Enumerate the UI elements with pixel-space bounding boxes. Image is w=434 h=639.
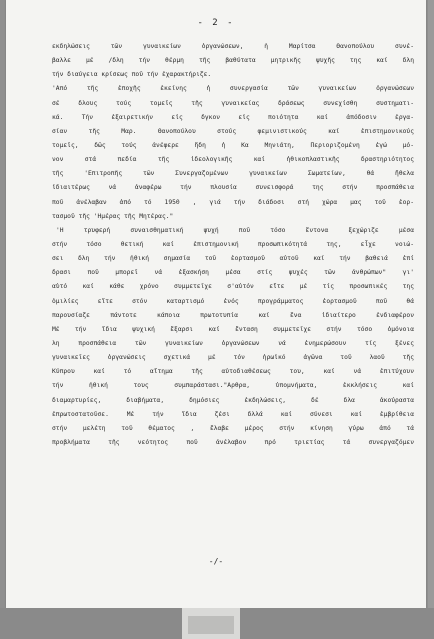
- text-line: διαμαρτυρίες, διαβήματα, δημόσιες ἐκδηλώσεις, δέ δλα ἀκούραστα: [52, 396, 414, 404]
- text-line: εκδηλώσεις τῶν γυναικείων ὀργανώσεων, ἡ Μαρίτσα Θανοπούλου συνέ-: [52, 43, 414, 50]
- text-line: δρασι ποῦ μπορεῖ νά ἐξασκήση μέσα στίς ψυχές τῶν ἀνθρώπων" γι': [52, 269, 414, 277]
- text-line: Κύπρου καί τό αἴτημα τῆς αὐτοδιαθέσεως του, καί νά ἐπιτύχουν: [52, 368, 414, 376]
- text-line: ὁμιλίες εἴτε στόν καταρτισμό ἑνός προγράμματος ἑορτασμοῦ ποῦ θά: [52, 297, 414, 305]
- text-line: προβλήματα τῆς νεότητος ποῦ ἀνέλαβον πρό τριετίας τά συνεργαζόμεν: [52, 438, 414, 446]
- text-line: Μέ τήν ἴδια ψυχική ἔξαρσι καί ἔνταση συμμετεῖχε στήν τόσο ὁμόνοια: [52, 325, 414, 333]
- binding-tab-stub: [188, 616, 234, 634]
- text-line: τασμοῦ τῆς 'Ημέρας τῆς Μητέρας.": [52, 212, 174, 220]
- text-line: νον στά πεδία τῆς ἰδεολογικῆς καί ἠθικοπλαστικῆς δραστηριότητος: [52, 156, 414, 164]
- text-line: στήν μελέτη τοῦ θέματος , ἔλαβε μέρος στήν κίνηση γύρω ἀπό τά: [52, 424, 414, 432]
- text-line: γυναικεῖες ὀργανώσεις σχετικά μέ τόν ἡρωϊκό ἀγῶνα τοῦ λαοῦ τῆς: [52, 354, 414, 362]
- binding-tab: [182, 608, 240, 639]
- page-number: - 2 -: [197, 18, 235, 28]
- text-line: 'Από τῆς ἐποχῆς ἐκείνης ἡ συνεργασία τῶν γυναικείων ὀργανώσεων: [52, 85, 414, 93]
- text-line: λη προσπάθεια τῶν γυναικείων ὀργανώσεων νά ἐνημερώσουν τίς ξένες: [52, 339, 414, 347]
- text-line: σει δλη τήν ἠθική σημασία τοῦ ἑορτασμοῦ αὐτοῦ καί τήν βαθειά ἐπί: [52, 255, 414, 263]
- document-page: [6, 0, 426, 608]
- text-line: σέ δλους τούς τομεῖς τῆς γυναικείας δράσεως συνεχίσθη συστηματι-: [52, 99, 414, 107]
- body-text: [52, 40, 414, 450]
- text-line: τῆς 'Επιτροπῆς τῶν Συνεργαζομένων γυναικείων Σωματείων, θά ἤθελα: [52, 170, 414, 178]
- text-line: σίαν τῆς Μαρ. Θανοπούλου στούς φεμινιστικούς καί ἐπιστημονικούς: [52, 127, 414, 135]
- text-line: ἰδιαιτέρως νά ἀναφέρω τήν πλουσία συνεισφορά της στήν προσπάθεια: [52, 184, 414, 192]
- scan-edge-right: [428, 0, 434, 639]
- text-line: ποῦ ἀνέλαβαν ἀπό τό 1950 , γιά τήν διάδοσι στή χώρα μας τοῦ ἑορ-: [52, 198, 414, 206]
- text-line: στήν τόσο θετική καί ἐπιστημονική προσωπικότητά της, εἶχε νοιώ-: [52, 240, 414, 248]
- text-line: 'Η τρυφερή συναισθηματική ψυχή ποῦ τόσο ἔντονα ξεχώριζε μέσα: [56, 226, 414, 234]
- text-line: τήν διαύγεια κρίσεως ποῦ τήν ἐχαρακτήριζε.: [52, 71, 212, 79]
- text-line: τήν ἠθική τους συμπαράστασι."Αρθρα, ὑπομνήματα, ἐκκλήσεις καί: [52, 382, 414, 390]
- text-line: κά. Τήν ἐξαιρετικήν εἰς δγκον εἰς ποιότητα καί ἀπόδοσιν ἐργα-: [52, 113, 414, 121]
- text-line: τομεῖς, δῶς τούς ἀνέφερε ἤδη ἡ Κα Μηνιάτη, Περιοριζομένη ἐγώ μό-: [52, 141, 414, 149]
- text-line: αὐτό καί κάθε χρόνο συμμετεῖχε σ'αὐτόν εἴτε μέ τίς προσωπικές της: [52, 283, 414, 291]
- text-line: ἐπρωτοστατοῦσε. Μέ τήν ἴδια ζέσι δλλά καί σύνεσι καί ἐμβρίθεια: [52, 410, 414, 418]
- scan-background-right: [240, 608, 434, 639]
- text-line: βαλλε μέ /δλη τήν θέρμη τῆς βαθύτατα μητρικῆς ψυχῆς της καί δλη: [52, 57, 414, 65]
- end-mark: -/-: [208, 557, 224, 566]
- text-line: παρουσίαζε πάντοτε κάποια πρωτοτυπία καί ἕνα ἰδιαίτερο ἐνδιαφέρον: [52, 311, 414, 319]
- scan-background-left: [0, 608, 182, 639]
